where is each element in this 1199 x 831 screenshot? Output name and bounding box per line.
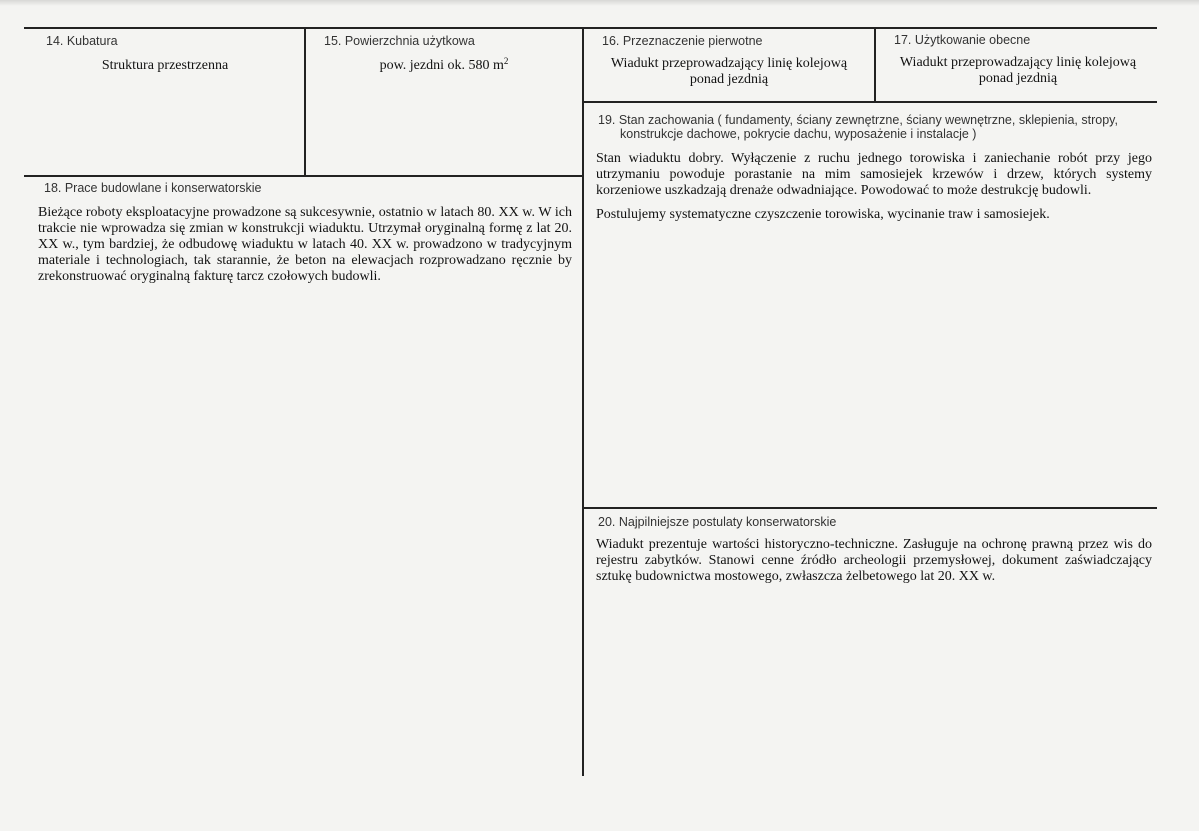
- scan-edge-shadow: [0, 0, 1199, 6]
- field-19-label: [598, 113, 1148, 141]
- field-19-paragraph-2: Postulujemy systematyczne czyszczenie torowiska, wycinanie traw i samosiejek.: [596, 207, 1050, 222]
- field-14-value: Struktura przestrzenna: [101, 58, 229, 73]
- field-19-label-line1: 19. Stan zachowania ( fundamenty, ściany zewnętrzne, ściany wewnętrzne, sklepienia, stropy,: [598, 113, 1118, 127]
- divider-center: [582, 27, 584, 776]
- field-17-value: [876, 55, 1160, 87]
- field-16-value-line1: Wiadukt przeprowadzający linię kolejową: [610, 56, 848, 71]
- field-15-value: [306, 58, 582, 74]
- field-15-value-superscript: 2: [503, 56, 509, 66]
- field-20-label: 20. Najpilniejsze postulaty konserwatorskie: [598, 515, 837, 529]
- field-15-value-text: pow. jezdni ok. 580 m: [379, 58, 504, 73]
- field-17-value-line1: Wiadukt przeprowadzający linię kolejową: [899, 55, 1137, 70]
- field-19-paragraph-1: Stan wiaduktu dobry. Wyłączenie z ruchu jednego torowiska i zaniechanie robót przy jego utrzymaniu powoduje porastanie na mim samosiejek krzewów i drzew, których systemy korzeniowe uszkadzają drenaże odwadniające. Powodować to może destrukcję budowli.: [596, 151, 1152, 198]
- divider-14-15: [304, 27, 306, 176]
- form-top-border: [24, 27, 1157, 29]
- field-17-label: 17. Użytkowanie obecne: [894, 33, 1031, 47]
- field-16-value: [584, 56, 874, 88]
- field-16-label: 16. Przeznaczenie pierwotne: [602, 34, 763, 48]
- divider-above-18: [24, 175, 584, 177]
- field-16-value-line2: ponad jezdnią: [689, 72, 769, 87]
- field-20-text: Wiadukt prezentuje wartości historyczno-techniczne. Zasługuje na ochronę prawną przez wis do rejestru zabytków. Stanowi cenne źródło archeologii przemysłowej, dokument zaświadczający sztukę budownictwa mostowego, zwłaszcza żelbetowego lat 20. XX w.: [596, 537, 1152, 584]
- field-18-text: Bieżące roboty eksploatacyjne prowadzone są sukcesywnie, ostatnio w latach 80. XX w. W ich trakcie nie wprowadza się zmian w konstrukcji wiaduktu. Utrzymał oryginalną formę z lat 20. XX w., tym bardziej, że odbudowę wiaduktu w latach 40. XX w. prowadzono w tradycyjnym materiale i technologiach, tak starannie, że beton na elewacjach rozprowadzano ręcznie by zrekonstruować oryginalną fakturę tarcz czołowych budowli.: [38, 205, 572, 284]
- field-14-label: 14. Kubatura: [46, 34, 118, 48]
- field-19-label-line2: konstrukcje dachowe, pokrycie dachu, wyposażenie i instalacje ): [620, 127, 977, 141]
- field-18-label: 18. Prace budowlane i konserwatorskie: [44, 181, 262, 195]
- field-17-value-line2: ponad jezdnią: [978, 71, 1058, 86]
- divider-above-19: [582, 101, 1157, 103]
- field-15-label: 15. Powierzchnia użytkowa: [324, 34, 475, 48]
- field-19-text: [596, 151, 1152, 231]
- divider-above-20: [582, 507, 1157, 509]
